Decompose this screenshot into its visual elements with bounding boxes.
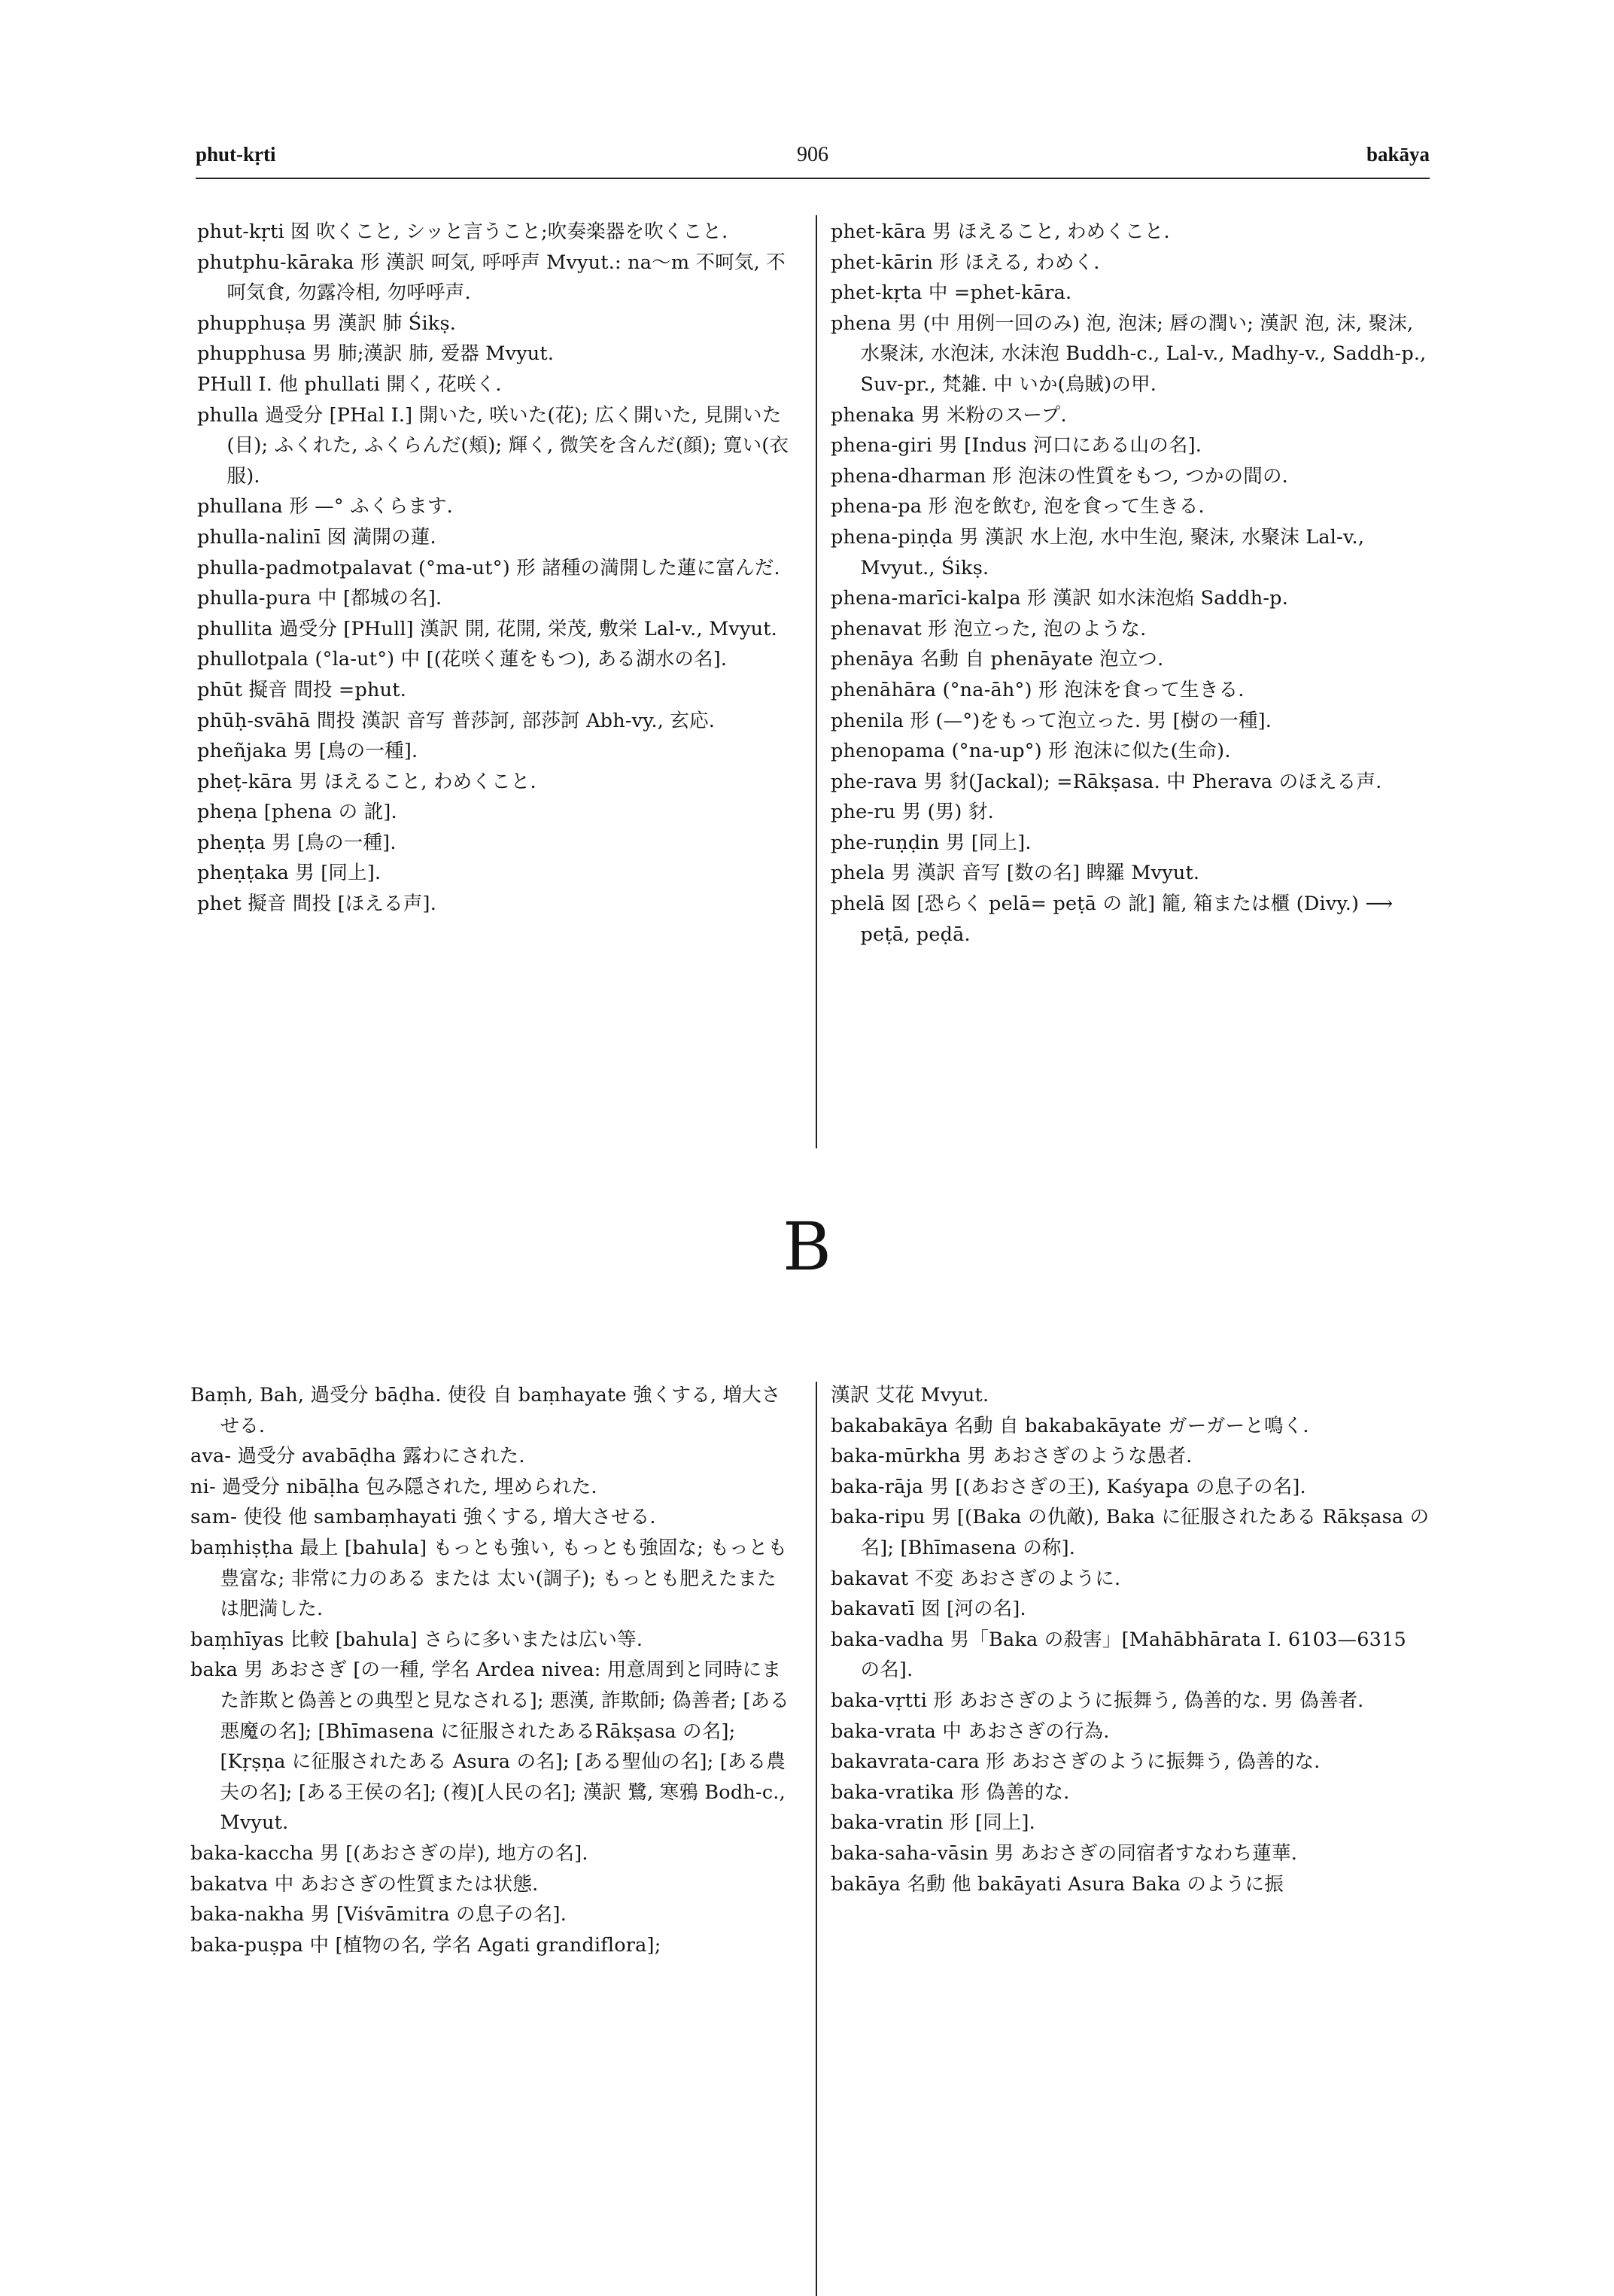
column-divider-top: [816, 215, 817, 1148]
dictionary-entry: phet-kārin 形 ほえる, わめく.: [831, 251, 1100, 274]
dictionary-entry: pheñjaka 男 [鳥の一種].: [197, 740, 418, 763]
dictionary-entry: baka-vṛtti 形 あおさぎのように振舞う, 偽善的な. 男 偽善者.: [831, 1689, 1364, 1712]
dictionary-entry: phenila 形 (—°)をもって泡立った. 男 [樹の一種].: [831, 709, 1272, 732]
dictionary-entry: phet-kāra 男 ほえること, わめくこと.: [831, 220, 1170, 243]
dictionary-entry: phullita 過受分 [PHull] 漢訳 開, 花開, 栄茂, 敷栄 Lal-v., Mvyut.: [197, 617, 777, 640]
dictionary-entry: baṃhiṣṭha 最上 [bahula] もっとも強い, もっとも強固な; もっとも豊富な; 非常に力のある または 太い(調子); もっとも肥えたまたは肥満した.: [190, 1536, 788, 1621]
running-header: [196, 143, 1430, 179]
dictionary-entry: baka 男 あおさぎ [の一種, 学名 Ardea nivea: 用意周到と同時にまた詐欺と偽善との典型と見なされる]; 悪漢, 詐欺師; 偽善者; [ある悪魔の名]; [Bhīmasena に征服されたあるRākṣasa の名]; [Kṛṣṇa に征服されたある Asura の名]; [ある聖仙の名]; [ある農夫の名]; [ある王侯の名]; (複)[人民の名]; 漢訳 鷺, 寒鴉 Bodh-c., Mvyut.: [190, 1659, 789, 1835]
dictionary-entry: baka-ripu 男 [(Baka の仇敵), Baka に征服されたある Rākṣasa の名]; [Bhīmasena の称].: [831, 1506, 1430, 1559]
dictionary-entry: phena-marīci-kalpa 形 漢訳 如水沫泡焰 Saddh-p.: [831, 587, 1289, 610]
dictionary-entry: phupphusa 男 肺;漢訳 肺, 爱器 Mvyut.: [197, 342, 555, 366]
dictionary-entry: phenāhāra (°na-āh°) 形 泡沫を食って生きる.: [831, 678, 1245, 701]
dictionary-entry: baka-rāja 男 [(あおさぎの王), Kaśyapa の息子の名].: [831, 1475, 1306, 1498]
dictionary-entry: ava- 過受分 avabāḍha 露わにされた.: [190, 1445, 525, 1468]
dictionary-entry: Baṃh, Bah, 過受分 bāḍha. 使役 自 baṃhayate 強くする, 増大させる.: [190, 1384, 781, 1437]
dictionary-entry: phet-kṛta 中 =phet-kāra.: [831, 281, 1072, 305]
dictionary-entry: baka-vrata 中 あおさぎの行為.: [831, 1720, 1110, 1743]
dictionary-entry: phe-rava 男 豺(Jackal); =Rākṣasa. 中 Pherava のほえる声.: [831, 770, 1382, 793]
header-left-guideword: phut-kṛti: [196, 143, 276, 166]
dictionary-entry: bakavat 不変 あおさぎのように.: [831, 1567, 1121, 1590]
dictionary-entry: PHull I. 他 phullati 開く, 花咲く.: [197, 373, 502, 396]
dictionary-entry: bakāya 名動 他 bakāyati Asura Baka のように振: [831, 1872, 1284, 1896]
dictionary-entry: 漢訳 艾花 Mvyut.: [831, 1384, 989, 1406]
dictionary-entry: phut-kṛti 囡 吹くこと, シッと言うこと;吹奏楽器を吹くこと.: [197, 220, 728, 243]
header-right-guideword: bakāya: [1366, 143, 1430, 166]
dictionary-entry: phenavat 形 泡立った, 泡のような.: [831, 617, 1147, 640]
dictionary-entry: ni- 過受分 nibāḷha 包み隠された, 埋められた.: [190, 1475, 597, 1498]
dictionary-entry: baka-vadha 男「Baka の殺害」[Mahābhārata I. 6103—6315 の名].: [831, 1628, 1406, 1682]
dictionary-entry: bakavatī 囡 [河の名].: [831, 1598, 1026, 1621]
dictionary-entry: baka-puṣpa 中 [植物の名, 学名 Agati grandiflora];: [190, 1933, 661, 1957]
dictionary-entry: phullana 形 —° ふくらます.: [197, 495, 453, 519]
dictionary-entry: baka-vratin 形 [同上].: [831, 1811, 1035, 1835]
page-number: 906: [797, 143, 828, 166]
dictionary-entry: bakabakāya 名動 自 bakabakāyate ガーガーと鳴く.: [831, 1414, 1309, 1437]
column-bottom-left: [190, 1380, 792, 1960]
dictionary-entry: baṃhīyas 比較 [bahula] さらに多いまたは広い等.: [190, 1628, 643, 1651]
dictionary-entry: pheṇṭaka 男 [同上].: [197, 862, 381, 885]
column-bottom-right: [831, 1380, 1430, 1899]
dictionary-entry: phūt 擬音 間投 =phut.: [197, 678, 407, 701]
dictionary-entry: phena-giri 男 [Indus 河口にある山の名].: [831, 434, 1202, 458]
dictionary-entry: phelā 囡 [恐らく pelā= peṭā の 訛] 籠, 箱または櫃 (Divy.) ⟶ peṭā, peḍā.: [831, 893, 1394, 946]
dictionary-entry: phenāya 名動 自 phenāyate 泡立つ.: [831, 648, 1164, 671]
dictionary-entry: phe-ruṇḍin 男 [同上].: [831, 831, 1032, 854]
dictionary-entry: phena 男 (中 用例一回のみ) 泡, 泡沫; 唇の潤い; 漢訳 泡, 沫, 聚沫, 水聚沫, 水泡沫, 水沫泡 Buddh-c., Lal-v., Madhy-v., Saddh-p., Suv-pr., 梵雑. 中 いか(烏賊)の甲.: [831, 312, 1427, 396]
dictionary-entry: phela 男 漢訳 音写 [数の名] 睥羅 Mvyut.: [831, 862, 1200, 885]
dictionary-entry: phulla 過受分 [PHal I.] 開いた, 咲いた(花); 広く開いた, 見開いた(目); ふくれた, ふくらんだ(頬); 輝く, 微笑を含んだ(顔); 寛い(衣服).: [197, 403, 789, 488]
dictionary-entry: phulla-pura 中 [都城の名].: [197, 587, 442, 610]
dictionary-entry: phulla-padmotpalavat (°ma-ut°) 形 諸種の満開した蓮に富んだ.: [197, 556, 780, 579]
dictionary-entry: baka-saha-vāsin 男 あおさぎの同宿者すなわち蓮華.: [831, 1841, 1298, 1865]
dictionary-entry: baka-vratika 形 偽善的な.: [831, 1781, 1070, 1804]
dictionary-entry: phūḥ-svāhā 間投 漢訳 音写 普莎訶, 部莎訶 Abh-vy., 玄応.: [197, 709, 716, 732]
dictionary-entry: baka-kaccha 男 [(あおさぎの岸), 地方の名].: [190, 1841, 588, 1865]
dictionary-entry: sam- 使役 他 sambaṃhayati 強くする, 増大させる.: [190, 1506, 656, 1529]
dictionary-entry: baka-mūrkha 男 あおさぎのような愚者.: [831, 1445, 1193, 1468]
dictionary-entry: phulla-nalinī 囡 満開の蓮.: [197, 525, 436, 549]
dictionary-entry: phutphu-kāraka 形 漢訳 呵気, 呼呼声 Mvyut.: na〜m 不呵気, 不呵気食, 勿露冷相, 勿呼呼声.: [197, 251, 786, 305]
dictionary-entry: pheṇa [phena の 訛].: [197, 801, 397, 824]
dictionary-entry: bakavrata-cara 形 あおさぎのように振舞う, 偽善的な.: [831, 1750, 1321, 1774]
dictionary-entry: phena-pa 形 泡を飲む, 泡を食って生きる.: [831, 495, 1205, 519]
column-top-right: [831, 217, 1430, 950]
dictionary-entry: phena-dharman 形 泡沫の性質をもつ, つかの間の.: [831, 464, 1288, 488]
dictionary-entry: phupphuṣa 男 漢訳 肺 Śikṣ.: [197, 312, 457, 335]
dictionary-entry: phena-piṇḍa 男 漢訳 水上泡, 水中生泡, 聚沫, 水聚沫 Lal-v., Mvyut., Śikṣ.: [831, 525, 1365, 579]
dictionary-entry: phenopama (°na-up°) 形 泡沫に似た(生命).: [831, 740, 1231, 763]
dictionary-entry: baka-nakha 男 [Viśvāmitra の息子の名].: [190, 1903, 567, 1927]
dictionary-entry: phenaka 男 米粉のスープ.: [831, 403, 1067, 427]
dictionary-entry: phullotpala (°la-ut°) 中 [(花咲く蓮をもつ), ある湖水の名].: [197, 648, 728, 671]
dictionary-entry: pheṇṭa 男 [鳥の一種].: [197, 831, 397, 854]
dictionary-entry: bakatva 中 あおさぎの性質または状態.: [190, 1872, 539, 1896]
dictionary-entry: phe-ru 男 (男) 豺.: [831, 801, 994, 824]
section-letter: B: [783, 1208, 831, 1285]
dictionary-entry: phet 擬音 間投 [ほえる声].: [197, 893, 437, 916]
header-rule: [196, 178, 1430, 179]
column-top-left: [197, 217, 803, 920]
dictionary-entry: pheṭ-kāra 男 ほえること, わめくこと.: [197, 770, 536, 793]
column-divider-bottom: [816, 1382, 817, 2296]
